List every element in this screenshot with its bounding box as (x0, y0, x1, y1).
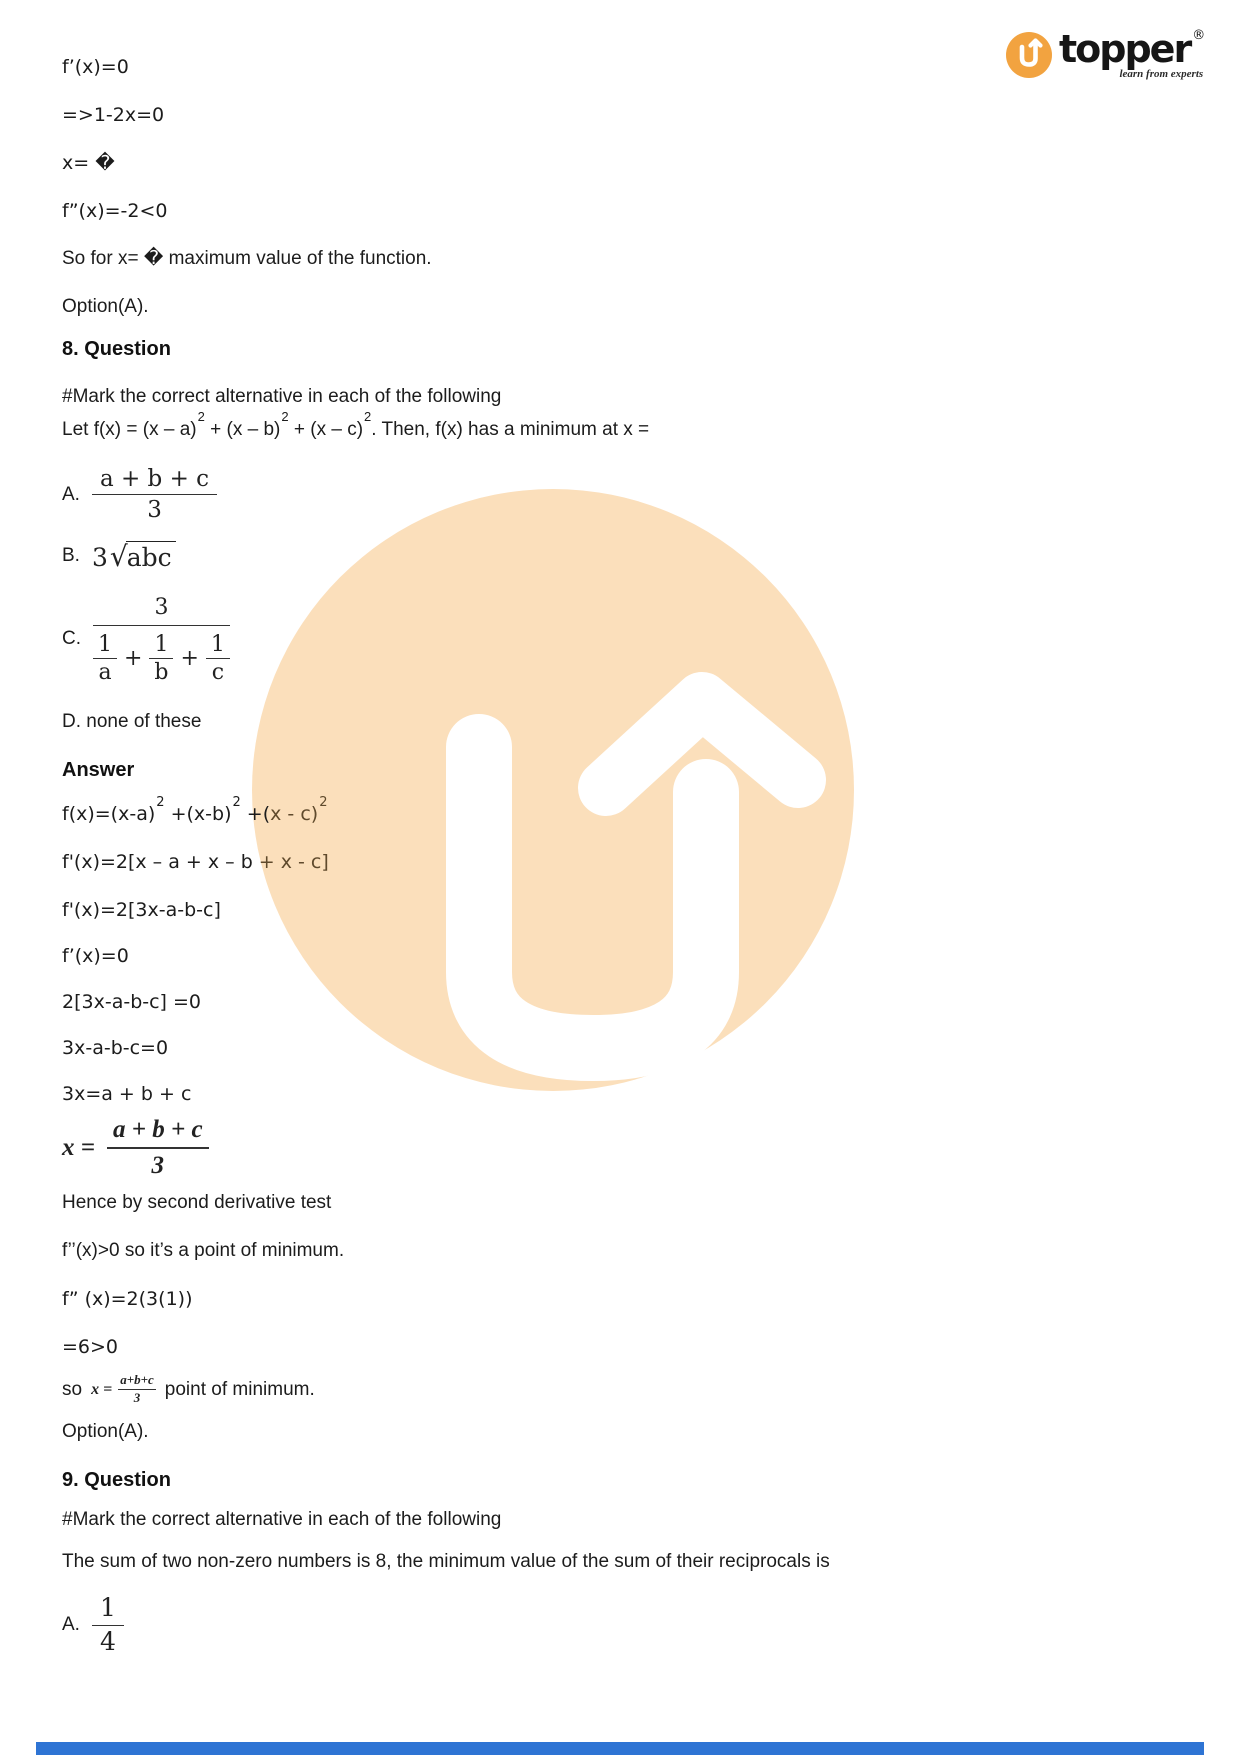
brand-name: topper (1059, 27, 1191, 71)
question-8-instruction: #Mark the correct alternative in each of the following (62, 386, 502, 407)
q9-option-a-fraction: $\frac{1}{4}$ (92, 1594, 124, 1657)
answer-step: 2[3x-a-b-c] =0 (62, 991, 202, 1014)
option-d: D. none of these (62, 711, 202, 733)
option-a-fraction: $\frac{a + b + c}{3}$ (92, 466, 217, 524)
brand-tagline: learn from experts (1119, 68, 1204, 80)
answer-step: 3x-a-b-c=0 (62, 1037, 169, 1060)
option-b-label: B. (62, 545, 80, 567)
solution-step: =>1-2x=0 (62, 104, 165, 126)
solution-step: x= � (62, 152, 115, 174)
answer-step: $f(x)=(x-a)^2 +(x-b)^2 +(x - c)^2$ (62, 794, 328, 826)
option-b (62, 540, 1200, 573)
solution-conclusion: So for x= � maximum value of the function. (62, 248, 432, 269)
answer-step: Hence by second derivative test (62, 1192, 332, 1214)
solution-step: f’(x)=0 (62, 56, 129, 78)
question-9-heading: 9. Question (62, 1468, 171, 1491)
radical-icon: √ (109, 539, 128, 573)
option-a (62, 466, 1200, 524)
option-result: Option(A). (62, 296, 149, 317)
option-c (62, 595, 1200, 684)
answer-step: f'(x)=2[3x-a-b-c] (62, 899, 221, 922)
option-b-expression: 3 √ abc (92, 540, 176, 573)
question-9-instruction: #Mark the correct alternative in each of the following (62, 1508, 502, 1530)
question-8-stem: Let f(x) = (x – a)$^2$ + (x – b)$^2$ + (x – c)$^2$. Then, f(x) has a minimum at x = (62, 408, 650, 440)
option-result: Option(A). (62, 1420, 149, 1442)
answer-step: 3x=a + b + c (62, 1083, 192, 1106)
answer-step: f’’(x)>0 so it’s a point of minimum. (62, 1240, 345, 1262)
option-a-label: A. (62, 483, 80, 505)
solution-content (62, 55, 1200, 1672)
answer-step: f’(x)=0 (62, 945, 129, 968)
answer-step: f” (x)=2(3(1)) (62, 1288, 193, 1311)
q9-option-a (62, 1594, 1200, 1657)
q9-option-a-label: A. (62, 1614, 80, 1636)
answer-step: =6>0 (62, 1336, 119, 1359)
answer-step: f'(x)=2[x – a + x – b + x - c] (62, 851, 329, 874)
question-9-stem: The sum of two non-zero numbers is 8, the minimum value of the sum of their reciprocals is (62, 1550, 830, 1572)
footer-bar (36, 1742, 1204, 1755)
answer-conclusion: so x = $\frac{a+b+c}{3}$ point of minimum. (62, 1372, 315, 1405)
solution-step: f”(x)=-2<0 (62, 200, 168, 222)
answer-result-equation: x = $\frac{a + b + c}{3}$ (62, 1116, 1200, 1179)
question-8-heading: 8. Question (62, 338, 171, 360)
answer-heading: Answer (62, 759, 135, 782)
option-c-fraction: 3 1 a + $\frac{1}{b}$ + $\frac{1}{c}$ (93, 595, 230, 684)
registered-symbol: ® (1192, 28, 1206, 43)
option-c-label: C. (62, 628, 81, 650)
